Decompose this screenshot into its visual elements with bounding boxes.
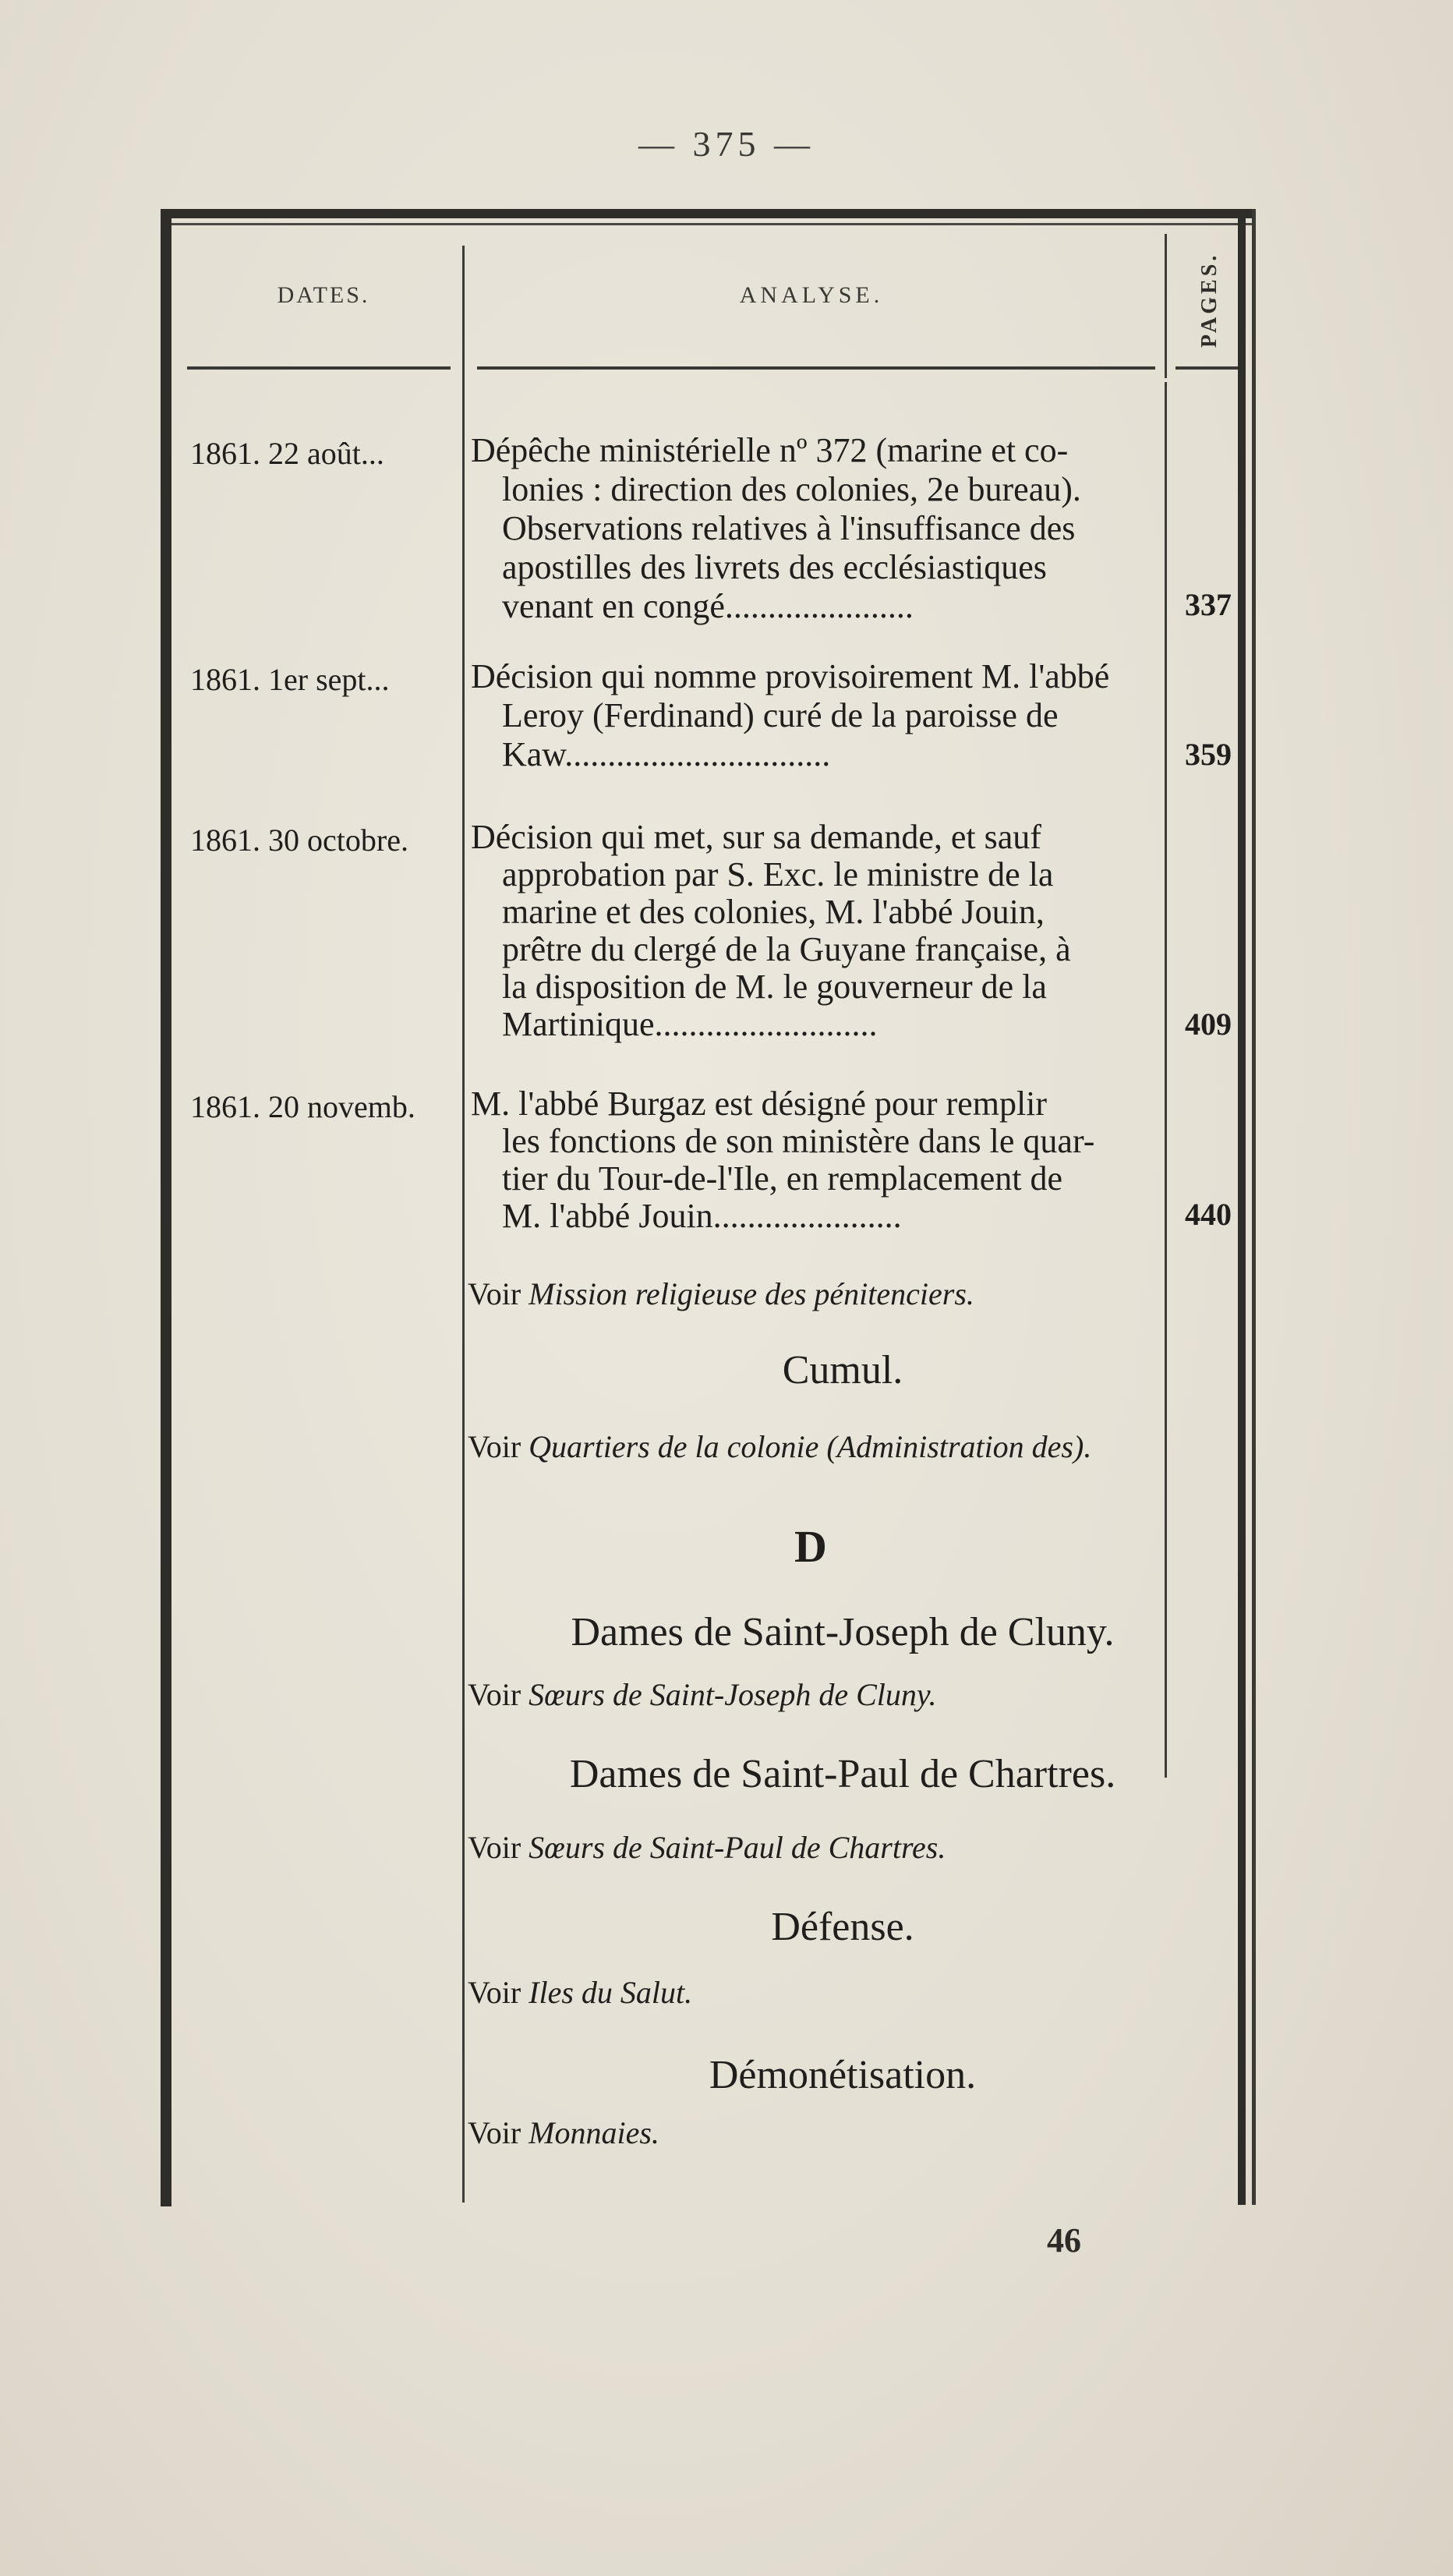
section-heading: Dames de Saint-Joseph de Cluny. xyxy=(571,1610,1115,1654)
table-right-border xyxy=(1238,209,1246,2205)
cross-reference xyxy=(468,1974,692,2011)
pages-column-separator xyxy=(1165,234,1167,378)
section-heading: Défense. xyxy=(771,1905,914,1949)
table-top-rule-thin xyxy=(165,223,1253,225)
entry-line: lonies : direction des colonies, 2e bureau). xyxy=(502,470,1081,508)
cross-reference-target: Sœurs de Saint-Joseph de Cluny. xyxy=(529,1677,937,1712)
voir-label: Voir xyxy=(468,1677,521,1712)
entry-line: venant en congé...................... xyxy=(502,587,914,625)
page-reference: 337 xyxy=(1185,587,1232,622)
section-heading: Dames de Saint-Paul de Chartres. xyxy=(569,1752,1116,1796)
pages-header-rule xyxy=(1175,366,1238,370)
cross-reference-target: Sœurs de Saint-Paul de Chartres. xyxy=(529,1830,946,1865)
page-reference: 440 xyxy=(1185,1197,1232,1232)
section-heading: Cumul. xyxy=(782,1348,903,1392)
entry-line: Décision qui nomme provisoirement M. l'abbé xyxy=(471,657,1110,695)
cross-reference xyxy=(468,1829,946,1866)
voir-label: Voir xyxy=(468,2115,521,2150)
table-top-rule xyxy=(165,209,1253,218)
table-right-border-thin xyxy=(1252,209,1256,2205)
pages-column-separator-lower xyxy=(1165,382,1167,1778)
cross-reference-target: Quartiers de la colonie (Administration des). xyxy=(529,1429,1092,1464)
column-header-analyse: ANALYSE. xyxy=(739,282,884,308)
section-letter: D xyxy=(794,1521,827,1572)
entry-line: M. l'abbé Burgaz est désigné pour remplir xyxy=(471,1085,1048,1123)
column-header-dates: DATES. xyxy=(277,282,370,308)
entry-line: Décision qui met, sur sa demande, et sauf xyxy=(471,818,1041,856)
cross-reference xyxy=(468,1428,1091,1465)
entry-date: 1861. 20 novemb. xyxy=(190,1089,415,1124)
cross-reference xyxy=(468,1276,974,1312)
section-heading: Démonétisation. xyxy=(709,2053,977,2097)
cross-reference-target: Mission religieuse des pénitenciers. xyxy=(529,1276,974,1311)
voir-label: Voir xyxy=(468,1975,521,2010)
analyse-header-rule xyxy=(477,366,1155,370)
entry-line: la disposition de M. le gouverneur de la xyxy=(502,968,1047,1006)
entry-line: prêtre du clergé de la Guyane française, à xyxy=(502,930,1071,968)
cross-reference xyxy=(468,1676,936,1713)
entry-date: 1861. 22 août... xyxy=(190,436,384,471)
cross-reference-target: Monnaies. xyxy=(529,2115,659,2150)
page-reference: 359 xyxy=(1185,737,1232,772)
entry-line: Dépêche ministérielle nº 372 (marine et co- xyxy=(471,431,1069,469)
column-header-pages: PAGES. xyxy=(1197,252,1221,349)
entry-date: 1861. 30 octobre. xyxy=(190,823,408,858)
entry-date: 1861. 1er sept... xyxy=(190,662,390,697)
entry-line: Kaw............................... xyxy=(502,735,831,773)
page-number-top: — 375 — xyxy=(638,124,815,164)
cross-reference-target: Iles du Salut. xyxy=(529,1975,693,2010)
entry-line: Martinique.......................... xyxy=(502,1005,878,1043)
entry-line: apostilles des livrets des ecclésiastiques xyxy=(502,548,1047,586)
page-number-bottom: 46 xyxy=(1047,2221,1081,2259)
voir-label: Voir xyxy=(468,1830,521,1865)
entry-line: approbation par S. Exc. le ministre de la xyxy=(502,855,1054,893)
dates-header-rule xyxy=(187,366,451,370)
entry-line: Observations relatives à l'insuffisance des xyxy=(502,509,1076,547)
entry-line: M. l'abbé Jouin...................... xyxy=(502,1197,902,1235)
voir-label: Voir xyxy=(468,1276,521,1311)
table-left-border xyxy=(161,209,171,2206)
page-reference: 409 xyxy=(1185,1007,1232,1042)
entry-line: Leroy (Ferdinand) curé de la paroisse de xyxy=(502,696,1059,734)
entry-line: les fonctions de son ministère dans le quar- xyxy=(502,1122,1095,1160)
entry-line: tier du Tour-de-l'Ile, en remplacement de xyxy=(502,1159,1063,1198)
entry-line: marine et des colonies, M. l'abbé Jouin, xyxy=(502,893,1045,931)
voir-label: Voir xyxy=(468,1429,521,1464)
cross-reference xyxy=(468,2114,659,2151)
